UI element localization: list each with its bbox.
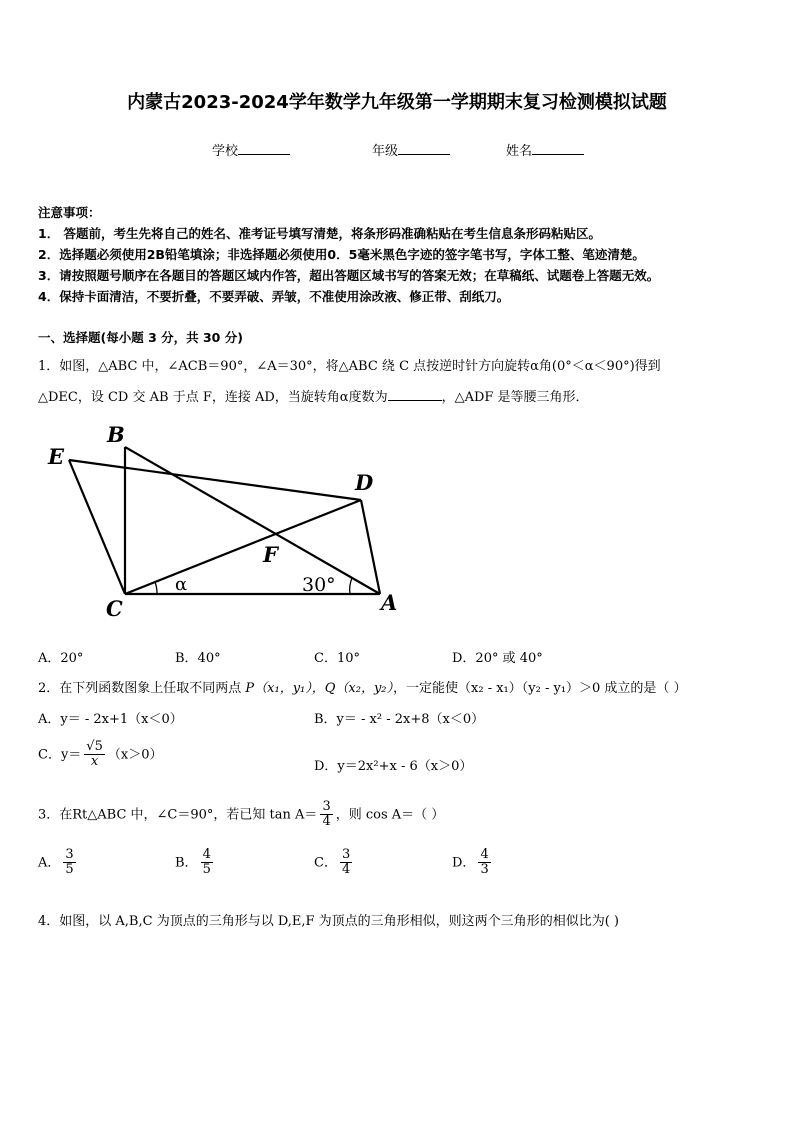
fraction-denominator: x (90, 754, 99, 770)
school-blank[interactable] (238, 142, 290, 155)
q3-stem-b: ，则 cos A＝（ ） (335, 807, 445, 823)
q1-option-d[interactable]: D．20° 或 40° (452, 651, 543, 666)
q3-stem-a: 3．在Rt△ABC 中，∠C＝90°，若已知 tan A＝ (38, 807, 318, 823)
label-b: B (107, 422, 125, 447)
option-fraction (63, 848, 75, 878)
notice-heading: 注意事项： (38, 205, 101, 220)
q2-option-c[interactable] (38, 740, 162, 770)
label-f: F (263, 542, 278, 567)
q3-option-d[interactable] (452, 848, 494, 878)
q3-option-a[interactable] (38, 848, 79, 878)
fraction-denominator: 5 (65, 862, 74, 878)
q1-line2 (38, 386, 589, 405)
grade-field[interactable] (372, 140, 450, 159)
q1-line2a: △DEC，设 CD 交 AB 于点 F，连接 AD，当旋转角α度数为 (38, 390, 388, 405)
q3-option-c[interactable] (314, 848, 355, 878)
fraction-denominator: 4 (341, 862, 351, 878)
notice-item: 2．选择题必须使用2B铅笔填涂；非选择题必须使用0．5毫米黑色字迹的签字笔书写，字体工整、笔迹清楚。 (38, 247, 645, 262)
fraction-numerator: √5 (86, 739, 103, 754)
option-label: C． (314, 855, 337, 871)
q2-stem-a: 2．在下列函数图象上任取不同两点 (38, 681, 246, 696)
q1-option-b[interactable]: B．40° (175, 651, 221, 666)
option-fraction (340, 848, 352, 878)
page-title: 内蒙古2023-2024学年数学九年级第一学期期末复习检测模拟试题 (127, 92, 667, 113)
q1-option-c[interactable]: C．10° (314, 651, 360, 666)
q2-stem-points: P（x₁，y₁），Q（x₂，y₂） (245, 681, 394, 696)
q2-option-b[interactable]: B．y＝ - x² - 2x+8（x＜0） (314, 712, 485, 727)
q2-option-c-post: （x＞0） (107, 747, 163, 763)
grade-label: 年级 (372, 144, 399, 159)
name-blank[interactable] (532, 142, 584, 155)
q1-figure (40, 420, 410, 625)
option-label: D． (452, 855, 476, 871)
fraction-numerator: 4 (480, 847, 489, 862)
q2-stem (38, 677, 687, 696)
q1-line1: 1．如图，△ABC 中，∠ACB＝90°，∠A＝30°，将△ABC 绕 C 点按逆时针方向旋转α角(0°＜α＜90°)得到 (38, 359, 661, 374)
q3-option-b[interactable] (175, 848, 216, 878)
school-field[interactable] (212, 140, 290, 159)
option-label: B． (175, 855, 198, 871)
fraction-numerator: 3 (341, 847, 351, 862)
name-label: 姓名 (506, 144, 533, 159)
fraction-denominator: 4 (322, 814, 331, 830)
q2-option-d[interactable]: D．y＝2x²+x - 6（x＞0） (314, 759, 473, 774)
option-fraction (478, 848, 490, 878)
segment-ed (69, 460, 361, 500)
grade-blank[interactable] (398, 142, 450, 155)
q2-option-c-pre: C．y＝ (38, 747, 82, 763)
school-label: 学校 (212, 144, 239, 159)
q2-stem-b: ，一定能使（x₂ - x₁）（y₂ - y₁）＞0 成立的是（ ） (393, 681, 687, 696)
label-alpha: α (175, 574, 188, 595)
q1-answer-blank[interactable] (388, 388, 442, 401)
label-c: C (106, 596, 123, 621)
notice-item: 1． 答题前，考生先将自己的姓名、准考证号填写清楚，将条形码准确粘贴在考生信息条形码粘贴区。 (38, 226, 602, 241)
q1-line2b: ，△ADF 是等腰三角形． (441, 390, 589, 405)
q4-stem: 4．如图，以 A,B,C 为顶点的三角形与以 D,E,F 为顶点的三角形相似，则这两个三角形的相似比为( ) (38, 914, 619, 929)
fraction-numerator: 4 (202, 847, 211, 862)
option-fraction (201, 848, 213, 878)
q3-stem-fraction (320, 800, 332, 830)
label-e: E (48, 444, 65, 469)
label-30: 30° (302, 574, 336, 596)
q2-option-c-fraction (84, 740, 105, 770)
q2-option-a[interactable]: A．y＝ - 2x+1（x＜0） (38, 712, 183, 727)
segment-ec (69, 460, 125, 594)
fraction-denominator: 5 (202, 862, 211, 878)
notice-item: 4．保持卡面清洁，不要折叠，不要弄破、弄皱，不准使用涂改液、修正带、刮纸刀。 (38, 289, 510, 304)
fraction-denominator: 3 (480, 862, 489, 878)
label-a: A (381, 590, 398, 615)
q3-stem (38, 800, 444, 830)
fraction-numerator: 3 (322, 799, 331, 814)
fraction-numerator: 3 (65, 847, 74, 862)
segment-da (361, 500, 380, 594)
q1-option-a[interactable]: A．20° (38, 651, 84, 666)
notice-item: 3．请按照题号顺序在各题目的答题区域内作答，超出答题区域书写的答案无效；在草稿纸、试题卷上答题无效。 (38, 268, 660, 283)
alpha-arc (155, 582, 157, 594)
name-field[interactable] (506, 140, 584, 159)
option-label: A． (38, 855, 61, 871)
segment-ba (125, 447, 380, 594)
section-heading: 一、选择题(每小题 3 分，共 30 分) (38, 330, 243, 345)
angle-30-arc (350, 578, 352, 594)
label-d: D (355, 470, 374, 495)
